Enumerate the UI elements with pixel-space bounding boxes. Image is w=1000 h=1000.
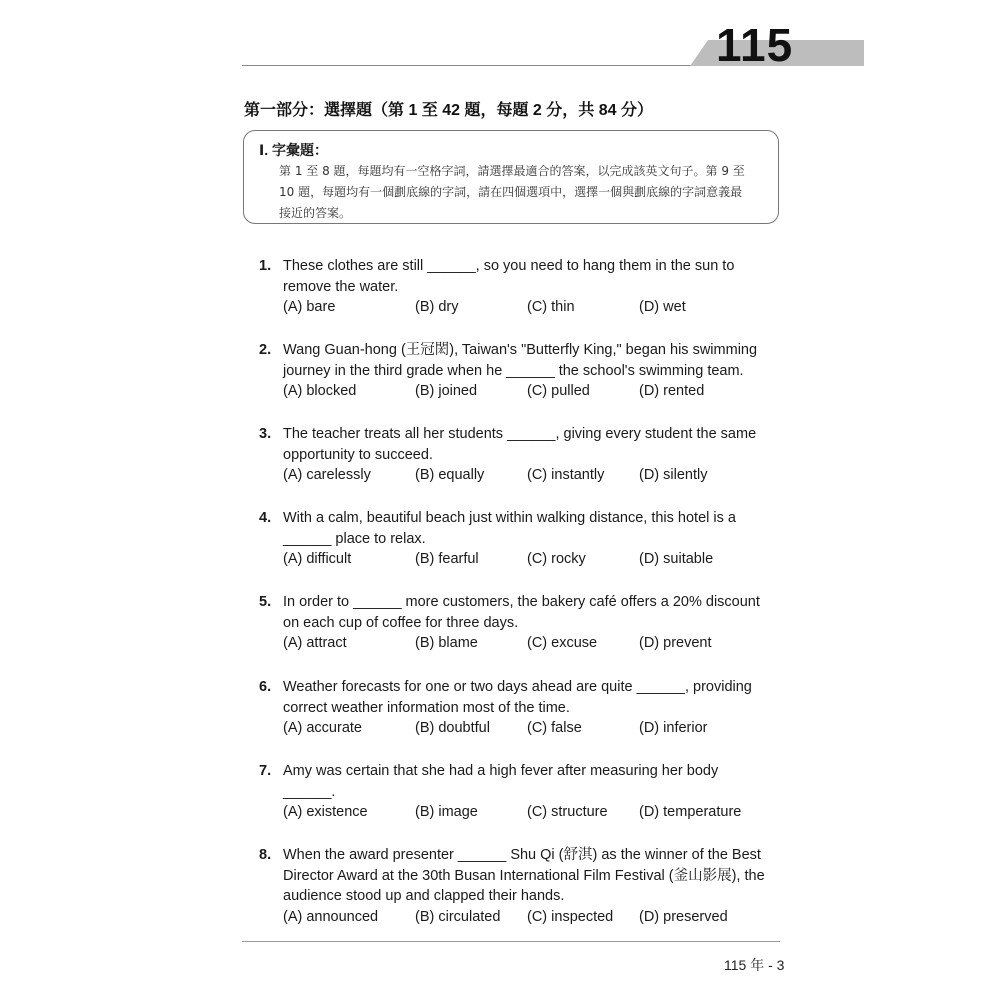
option-d[interactable]: (D) suitable: [639, 551, 714, 567]
question-line: Wang Guan-hong (王冠閎), Taiwan's "Butterfly King," began his swimming: [283, 342, 758, 358]
footer-rule: [242, 941, 780, 942]
option-d[interactable]: (D) rented: [639, 383, 705, 399]
question-number: 7.: [259, 763, 272, 779]
option-a[interactable]: (A) difficult: [283, 551, 352, 567]
option-c[interactable]: (C) instantly: [527, 467, 605, 483]
question-number: 1.: [259, 258, 272, 274]
question-line: The teacher treats all her students ______, giving every student the same: [283, 426, 757, 442]
answer-options: [283, 465, 789, 486]
option-c[interactable]: (C) structure: [527, 804, 608, 820]
question-line: In order to ______ more customers, the bakery café offers a 20% discount: [283, 594, 760, 610]
option-b[interactable]: (B) circulated: [415, 908, 501, 925]
option-d[interactable]: (D) wet: [639, 299, 686, 315]
question-line: Weather forecasts for one or two days ahead are quite ______, providing: [283, 679, 752, 695]
question-text: [283, 508, 789, 549]
question-number: 6.: [259, 679, 272, 695]
question-number: 8.: [259, 847, 272, 863]
question-2: [259, 340, 789, 402]
question-6: [259, 677, 789, 739]
question-4: [259, 508, 789, 570]
answer-options: [283, 633, 789, 654]
option-b[interactable]: (B) joined: [415, 383, 478, 399]
question-number: 3.: [259, 426, 272, 442]
option-b[interactable]: (B) blame: [415, 635, 478, 651]
instructions-text: [279, 161, 769, 224]
option-d[interactable]: (D) preserved: [639, 908, 728, 925]
answer-options: [283, 381, 789, 402]
instructions-title: Ⅰ. 字彙題：: [259, 142, 328, 158]
question-line: These clothes are still ______, so you need to hang them in the sun to: [283, 258, 735, 274]
question-line: audience stood up and clapped their hands.: [283, 888, 565, 904]
option-c[interactable]: (C) rocky: [527, 551, 586, 567]
option-a[interactable]: (A) carelessly: [283, 467, 371, 483]
question-line: Director Award at the 30th Busan International Film Festival (釜山影展), the: [283, 867, 765, 884]
option-c[interactable]: (C) pulled: [527, 383, 590, 399]
instructions-line: 10 題，每題均有一個劃底線的字詞，請在四個選項中，選擇一個與劃底線的字詞意義最: [279, 185, 743, 199]
question-number: 2.: [259, 342, 272, 358]
answer-options: [283, 907, 789, 928]
answer-options: [283, 549, 789, 570]
option-c[interactable]: (C) false: [527, 720, 582, 736]
question-line: correct weather information most of the time.: [283, 699, 570, 716]
question-line: When the award presenter ______ Shu Qi (舒淇) as the winner of the Best: [283, 847, 761, 863]
question-line: ______.: [283, 783, 336, 800]
option-d[interactable]: (D) silently: [639, 467, 708, 483]
question-5: [259, 592, 789, 654]
instructions-line: 第 1 至 8 題，每題均有一空格字詞，請選擇最適合的答案，以完成該英文句子。第 9 至: [279, 164, 745, 178]
option-c[interactable]: (C) excuse: [527, 635, 598, 651]
question-line: remove the water.: [283, 278, 399, 295]
option-a[interactable]: (A) bare: [283, 299, 336, 315]
question-line: opportunity to succeed.: [283, 446, 433, 463]
instructions-line: 接近的答案。: [279, 206, 352, 220]
option-b[interactable]: (B) image: [415, 804, 478, 820]
question-7: [259, 761, 789, 823]
option-b[interactable]: (B) fearful: [415, 551, 479, 567]
question-text: [283, 256, 789, 297]
question-text: [283, 340, 789, 381]
option-a[interactable]: (A) announced: [283, 908, 379, 925]
option-b[interactable]: (B) dry: [415, 299, 459, 315]
page-number: 115 年 - 3: [724, 957, 785, 973]
option-a[interactable]: (A) existence: [283, 804, 368, 820]
question-text: [283, 761, 789, 802]
question-1: [259, 256, 789, 318]
question-text: [283, 677, 789, 718]
option-d[interactable]: (D) inferior: [639, 720, 708, 736]
option-d[interactable]: (D) temperature: [639, 804, 742, 820]
question-line: on each cup of coffee for three days.: [283, 614, 519, 631]
exam-number: 115: [716, 19, 794, 71]
question-3: [259, 424, 789, 486]
option-a[interactable]: (A) blocked: [283, 383, 357, 399]
question-line: With a calm, beautiful beach just within walking distance, this hotel is a: [283, 510, 736, 526]
question-8: [259, 845, 789, 927]
option-a[interactable]: (A) attract: [283, 635, 347, 651]
option-a[interactable]: (A) accurate: [283, 720, 362, 736]
answer-options: [283, 297, 789, 318]
option-d[interactable]: (D) prevent: [639, 635, 712, 651]
question-number: 5.: [259, 594, 272, 610]
question-text: [283, 424, 789, 465]
option-b[interactable]: (B) equally: [415, 467, 485, 483]
option-c[interactable]: (C) thin: [527, 299, 575, 315]
question-text: [283, 845, 789, 907]
question-line: Amy was certain that she had a high fever after measuring her body: [283, 763, 719, 779]
question-number: 4.: [259, 510, 272, 526]
question-line: ______ place to relax.: [283, 530, 426, 547]
section-title: 第一部分：選擇題（第 1 至 42 題，每題 2 分，共 84 分）: [244, 102, 653, 119]
answer-options: [283, 802, 789, 823]
option-c[interactable]: (C) inspected: [527, 908, 614, 925]
answer-options: [283, 718, 789, 739]
question-text: [283, 592, 789, 633]
question-line: journey in the third grade when he ______ the school's swimming team.: [283, 362, 744, 379]
option-b[interactable]: (B) doubtful: [415, 720, 490, 736]
